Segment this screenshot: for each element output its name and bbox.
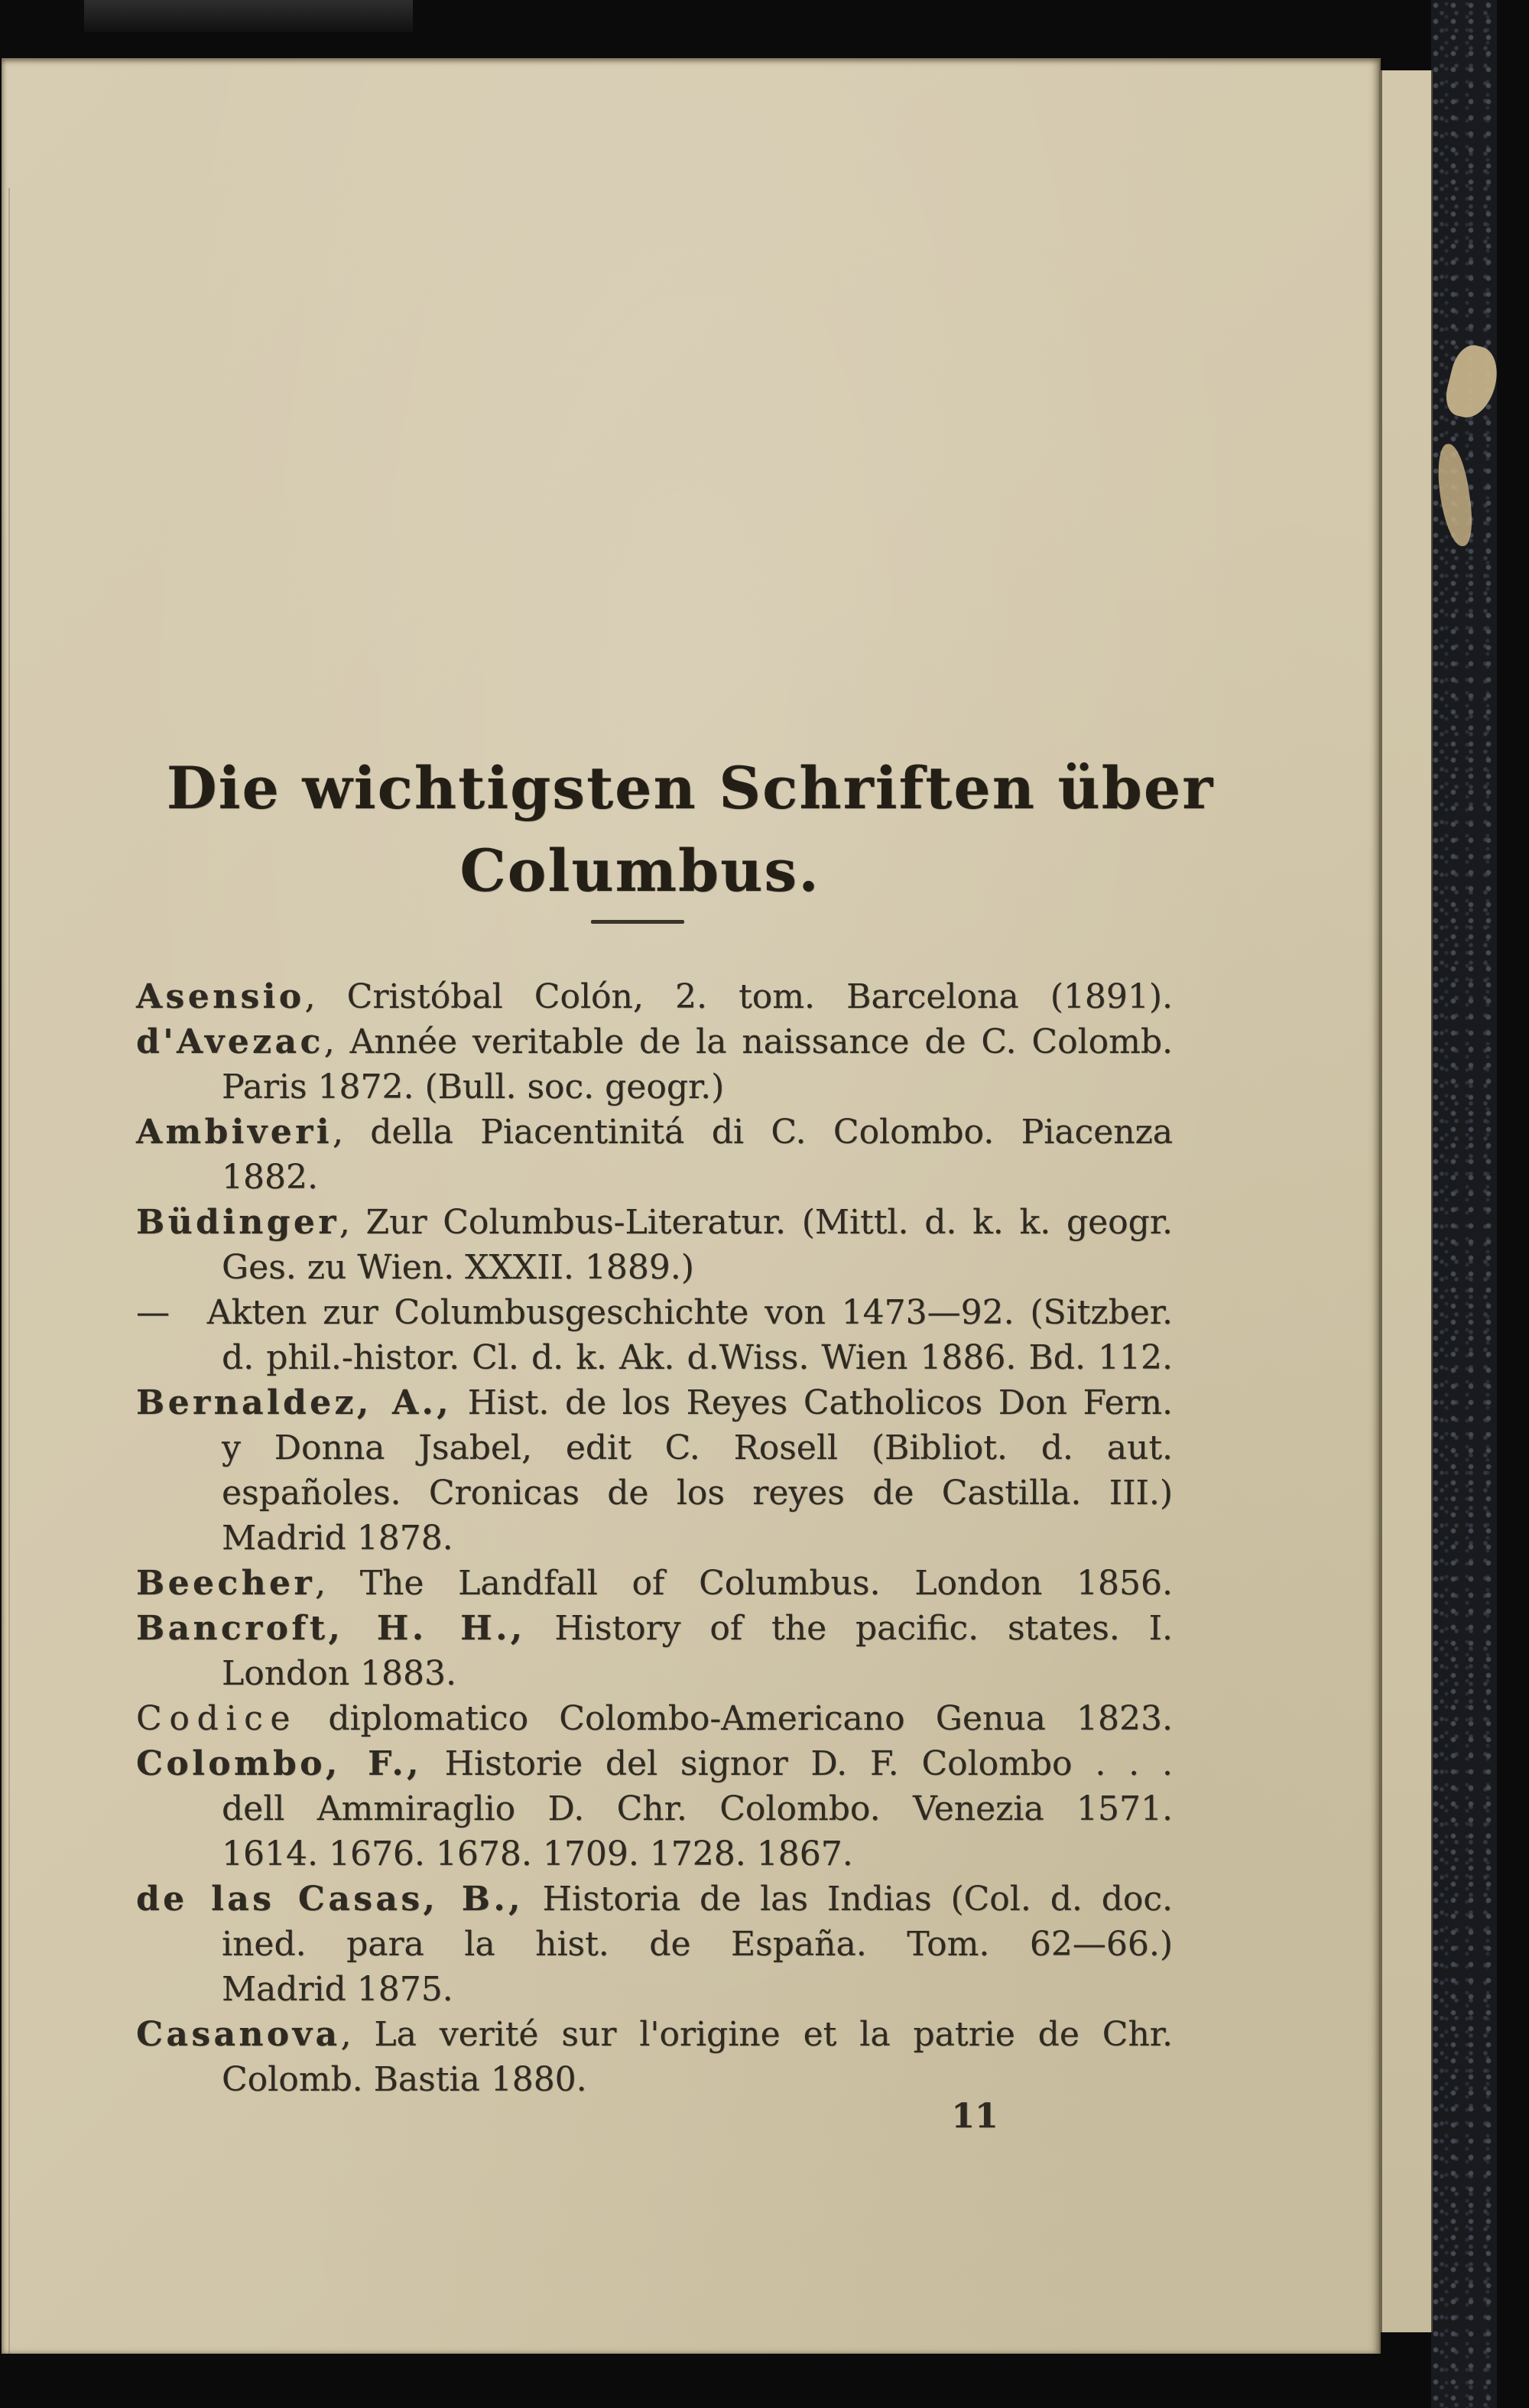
bib-entry [136, 1606, 1173, 1696]
bib-line [136, 1019, 1173, 1064]
bib-entry [136, 1380, 1173, 1561]
bib-line [136, 1290, 1173, 1335]
bib-entry-text: , della Piacentinitá di C. Colombo. Piacenza [332, 1113, 1173, 1152]
page-title [2, 747, 1379, 912]
bib-continuation-line: ined. para la hist. de España. Tom. 62—66.) [222, 1925, 1173, 1964]
bib-continuation-line: Madrid 1875. [222, 1970, 453, 2009]
bib-line [136, 2012, 1173, 2057]
bib-line [136, 1606, 1173, 1651]
bib-entry [136, 974, 1173, 1019]
bib-continuation-line: Colomb. Bastia 1880. [222, 2060, 587, 2099]
page-title-line-1: Die wichtigsten Schriften über [166, 753, 1215, 822]
page-title-line-2: Columbus. [459, 836, 820, 905]
bib-entry-text: Historie del signor D. F. Colombo . . . [421, 1744, 1173, 1783]
cover-top-reflection [84, 0, 413, 32]
bib-entry [136, 2012, 1173, 2102]
bib-entry [136, 1290, 1173, 1380]
bib-entry-text: , Année veritable de la naissance de C. Colomb. [323, 1022, 1173, 1061]
bib-entry [136, 1200, 1173, 1290]
page-number: 11 [951, 2097, 998, 2136]
bib-entry-text: Hist. de los Reyes Catholicos Don Fern. [452, 1383, 1174, 1422]
bib-author: Bancroft, H. H., [136, 1609, 526, 1648]
bib-entry-text: diplomatico Colombo-Americano Genua 1823. [297, 1699, 1173, 1738]
bib-author: Ambiveri [136, 1113, 333, 1152]
bib-author: Codice [136, 1699, 298, 1738]
bib-continuation-line: 1882. [222, 1158, 318, 1197]
bib-entry-text: , La verité sur l'origine et la patrie de Chr. [340, 2015, 1173, 2054]
bib-entry [136, 1696, 1173, 1741]
bib-author: de las Casas, B., [136, 1880, 524, 1919]
bib-continuation-line: 1614. 1676. 1678. 1709. 1728. 1867. [222, 1834, 853, 1873]
bib-entry-text: Historia de las Indias (Col. d. doc. [523, 1880, 1173, 1919]
bib-author: Büdinger [136, 1203, 339, 1242]
bib-author: Casanova [136, 2015, 341, 2054]
bib-entry-text: Akten zur Columbusgeschichte von 1473—92. (Sitzber. [191, 1293, 1173, 1332]
under-page-edge [1381, 70, 1433, 2332]
book-page [2, 58, 1381, 2354]
bib-continuation-line: London 1883. [222, 1654, 456, 1693]
bib-continuation-line: españoles. Cronicas de los reyes de Castilla. III.) [222, 1474, 1173, 1513]
bib-continuation-line: Ges. zu Wien. XXXII. 1889.) [222, 1248, 694, 1287]
title-divider-rule [591, 920, 684, 924]
bib-author: Colombo, F., [136, 1744, 422, 1783]
bib-line [136, 1877, 1173, 1922]
bib-continuation-line: Paris 1872. (Bull. soc. geogr.) [222, 1068, 725, 1107]
bibliography-list [136, 974, 1173, 2102]
bib-author: Beecher [136, 1564, 315, 1603]
bib-line [136, 1696, 1173, 1741]
bib-entry [136, 1877, 1173, 2012]
bib-continuation-line: Madrid 1878. [222, 1519, 453, 1558]
bib-continuation-line: dell Ammiraglio D. Chr. Colombo. Venezia 1571. [222, 1789, 1173, 1828]
repeat-author-dash: — [136, 1293, 170, 1332]
bib-entry-text: , The Landfall of Columbus. London 1856. [314, 1564, 1173, 1603]
bib-line [136, 974, 1173, 1019]
bib-entry [136, 1019, 1173, 1110]
bib-author: Asensio [136, 977, 305, 1016]
bib-entry-text: , Zur Columbus-Literatur. (Mittl. d. k. k. geogr. [339, 1203, 1173, 1242]
bib-entry [136, 1741, 1173, 1877]
bib-line [136, 1200, 1173, 1245]
bib-line [136, 1380, 1173, 1425]
bib-line [136, 1561, 1173, 1606]
bib-continuation-line: d. phil.-histor. Cl. d. k. Ak. d.Wiss. Wien 1886. Bd. 112. [222, 1338, 1173, 1377]
bib-line [136, 1110, 1173, 1155]
bib-author: d'Avezac [136, 1022, 324, 1061]
bib-entry-text: History of the pacific. states. I. [525, 1609, 1174, 1648]
bib-continuation-line: y Donna Jsabel, edit C. Rosell (Bibliot. d. aut. [222, 1428, 1173, 1467]
bib-entry [136, 1110, 1173, 1200]
bib-author: Bernaldez, A., [136, 1383, 452, 1422]
bib-line [136, 1741, 1173, 1786]
bib-entry-text: , Cristóbal Colón, 2. tom. Barcelona (1891). [304, 977, 1173, 1016]
bib-entry [136, 1561, 1173, 1606]
